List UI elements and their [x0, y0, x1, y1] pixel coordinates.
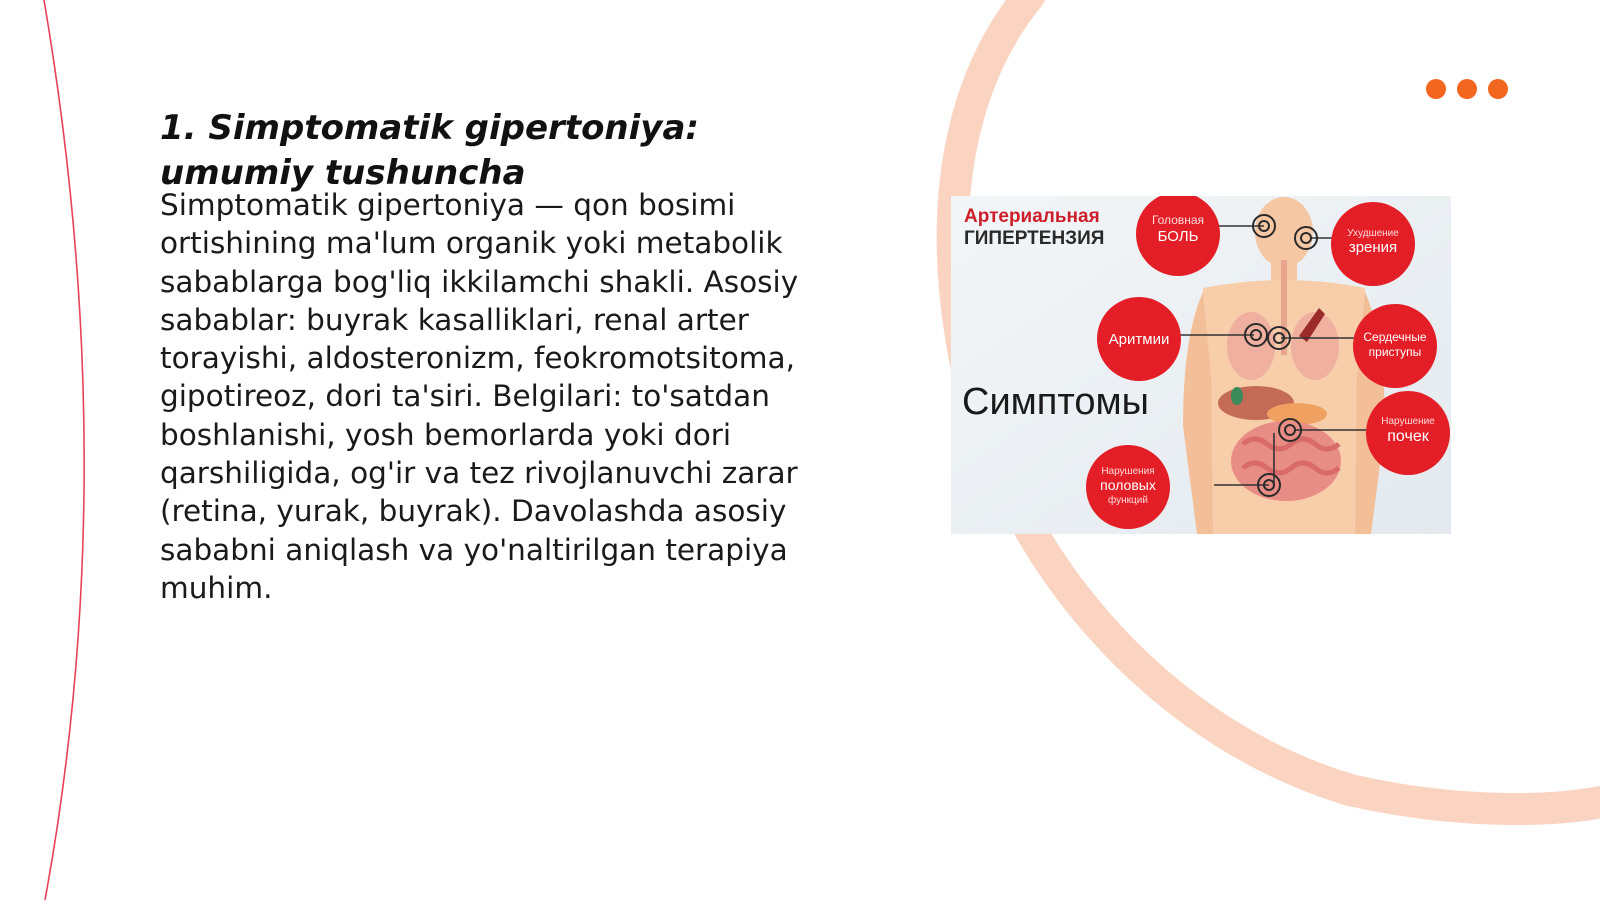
svg-text:функций: функций — [1108, 495, 1148, 506]
svg-text:зрения: зрения — [1348, 239, 1398, 256]
dot — [1426, 79, 1446, 99]
svg-text:Аритмии: Аритмии — [1108, 331, 1170, 348]
svg-text:Сердечные: Сердечные — [1363, 330, 1427, 344]
bubble-kidney — [1366, 391, 1450, 475]
diagram-title-line2: ГИПЕРТЕНЗИЯ — [964, 228, 1105, 249]
svg-text:приступы: приступы — [1368, 345, 1422, 359]
svg-text:БОЛЬ: БОЛЬ — [1157, 228, 1199, 245]
bubble-arrhythmia — [1097, 297, 1181, 381]
dot — [1457, 79, 1477, 99]
bubble-vision — [1331, 202, 1415, 286]
svg-text:Нарушение: Нарушение — [1381, 416, 1435, 427]
svg-text:почек: почек — [1387, 428, 1429, 445]
svg-text:половых: половых — [1100, 477, 1156, 493]
dot — [1488, 79, 1508, 99]
svg-text:Нарушения: Нарушения — [1101, 466, 1155, 477]
slide-body-text: Simptomatik gipertoniya — qon bosimi ortishining ma'lum organik yoki metabolik sabablarga bog'liq ikkilamchi shakli. Asosiy sabablar: buyrak kasalliklari, renal arter torayishi, aldosteronizm, feokromotsitoma, gipotireoz, dori ta'siri. Belgilari: to'satdan boshlanishi, yosh bemorlarda yoki dori qarshiligida, og'ir va tez rivojlanuvchi zarar (retina, yurak, buyrak). Davolashda asosiy sababni aniqlash va yo'naltirilgan terapiya muhim. — [160, 188, 799, 605]
bubble-heart-attacks — [1353, 304, 1437, 388]
hypertension-symptoms-diagram — [951, 196, 1451, 534]
symptoms-label: Симптомы — [962, 381, 1149, 423]
svg-text:Головная: Головная — [1151, 213, 1205, 227]
svg-text:Ухудшение: Ухудшение — [1347, 228, 1399, 239]
decorative-dots — [1426, 79, 1512, 101]
diagram-title-line1: Артериальная — [964, 206, 1100, 227]
slide-title: 1. Simptomatik gipertoniya: umumiy tushuncha — [160, 108, 699, 193]
left-accent-line — [44, 0, 84, 900]
bubble-sexual-function — [1086, 445, 1170, 529]
